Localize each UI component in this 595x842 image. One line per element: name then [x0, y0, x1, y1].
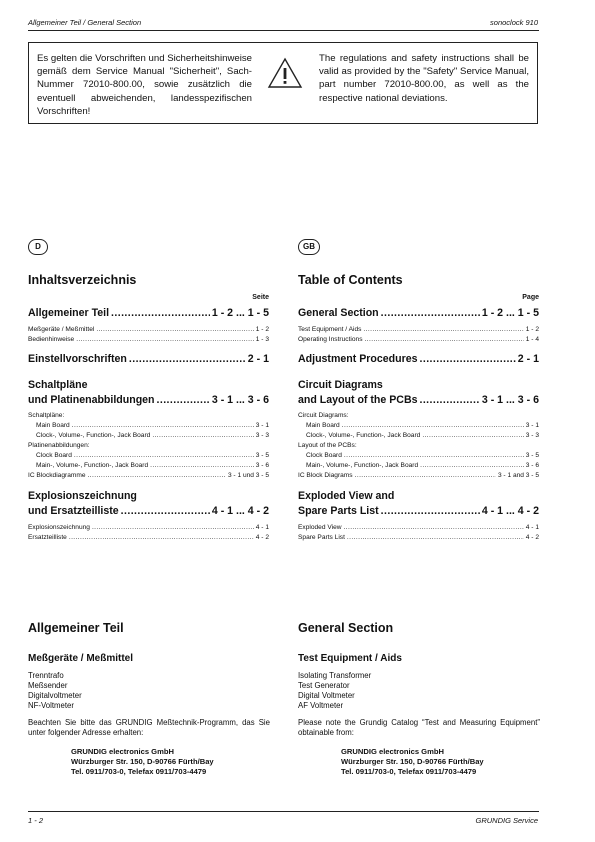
list-item: AF Voltmeter	[298, 701, 344, 710]
catalog-note-en: Please note the Grundig Catalog “Test and Measuring Equipment” obtainable from:	[298, 718, 540, 737]
footer-rule	[28, 811, 539, 812]
header-rule	[28, 30, 539, 31]
footer-publisher: GRUNDIG Service	[475, 816, 538, 825]
address-line: Würzburger Str. 150, D-90766 Fürth/Bay	[71, 757, 214, 766]
toc-section-pages: 4 - 1 ... 4 - 2	[211, 505, 269, 517]
toc-entry: Explosionszeichnung ..... 4 - 1	[28, 523, 269, 533]
toc-section-title: und Platinenabbildungen	[28, 394, 155, 406]
language-badge-de: D	[28, 239, 48, 255]
address-block-en	[341, 747, 484, 777]
toc-section	[28, 352, 269, 367]
toc-entry: Operating Instructions ..... 1 - 4	[298, 335, 539, 345]
toc-entry: Bedienhinweise ..... 1 - 3	[28, 335, 269, 345]
toc-entry: Main Board ..... 3 - 1	[28, 421, 269, 431]
toc-section	[298, 306, 539, 321]
tool-list-en	[298, 671, 371, 711]
toc-group-label: Schaltpläne:	[28, 412, 65, 419]
toc-entry: Clock-, Volume-, Function-, Jack Board ..... 3 - 3	[298, 431, 539, 441]
toc-section	[298, 504, 539, 519]
toc-section-pages: 3 - 1 ... 3 - 6	[481, 394, 539, 406]
toc-entry: Clock-, Volume-, Function-, Jack Board ..... 3 - 3	[28, 431, 269, 441]
toc-entry: Clock Board ..... 3 - 5	[28, 451, 269, 461]
page-column-label: Seite	[252, 294, 269, 301]
toc-section-title: Schaltpläne	[28, 379, 88, 391]
toc-entry: Main-, Volume-, Function-, Jack Board ..... 3 - 6	[298, 461, 539, 471]
toc-section-title: Exploded View and	[298, 490, 395, 502]
toc-section-pages: 3 - 1 ... 3 - 6	[211, 394, 269, 406]
toc-section	[28, 306, 269, 321]
toc-entry: Ersatzteilliste ..... 4 - 2	[28, 533, 269, 543]
tool-list-de	[28, 671, 82, 711]
toc-section	[28, 393, 269, 408]
toc-section-pages: 1 - 2 ... 1 - 5	[481, 307, 539, 319]
header-left: Allgemeiner Teil / General Section	[28, 18, 142, 27]
toc-group-label: Layout of the PCBs:	[298, 442, 357, 449]
toc-column-de	[28, 270, 269, 560]
toc-section-pages: 1 - 2 ... 1 - 5	[211, 307, 269, 319]
list-item: Test Generator	[298, 681, 350, 690]
safety-notice-box	[28, 42, 538, 124]
list-item: Isolating Transformer	[298, 671, 372, 680]
toc-section-title: Einstellvorschriften	[28, 353, 127, 365]
address-block-de	[71, 747, 214, 777]
toc-entry: Meßgeräte / Meßmittel ..... 1 - 2	[28, 325, 269, 335]
toc-title: Inhaltsverzeichnis	[28, 273, 137, 287]
toc-section	[298, 393, 539, 408]
header-right: sonoclock 910	[490, 18, 538, 27]
safety-text-de: Es gelten die Vorschriften und Sicherheitshinweise gemäß dem Service Manual "Sicherheit", Sach-Nummer 72010-800.00, sowie zusätzlich die eventuell abweichenden, landesspezifischen Vorschriften!	[37, 53, 252, 117]
toc-entry: Main-, Volume-, Function-, Jack Board ..... 3 - 6	[28, 461, 269, 471]
toc-column-en	[298, 270, 539, 560]
toc-entry: Clock Board ..... 3 - 5	[298, 451, 539, 461]
toc-section-pages: 2 - 1	[247, 353, 269, 365]
warning-triangle-icon	[267, 57, 303, 89]
toc-section	[298, 352, 539, 367]
safety-text-en: The regulations and safety instructions shall be valid as provided by the "Safety" Service Manual, part number 72010-800.00, as well as the respective national deviations.	[319, 53, 529, 104]
toc-section-pages: 4 - 1 ... 4 - 2	[481, 505, 539, 517]
list-item: Meßsender	[28, 681, 68, 690]
toc-section-title: General Section	[298, 307, 379, 319]
toc-section-title: Explosionszeichnung	[28, 490, 137, 502]
address-line: GRUNDIG electronics GmbH	[71, 747, 174, 756]
toc-entry: IC Block Diagrams ..... 3 - 1 and 3 - 5	[298, 471, 539, 481]
test-equipment-heading-en: Test Equipment / Aids	[298, 653, 402, 664]
toc-section-title: und Ersatzteilliste	[28, 505, 119, 517]
toc-entry: Spare Parts List ..... 4 - 2	[298, 533, 539, 543]
address-line: Tel. 0911/703-0, Telefax 0911/703-4479	[71, 767, 207, 776]
list-item: NF-Voltmeter	[28, 701, 74, 710]
general-section-title-de: Allgemeiner Teil	[28, 621, 124, 635]
language-badge-gb: GB	[298, 239, 320, 255]
address-line: Tel. 0911/703-0, Telefax 0911/703-4479	[341, 767, 477, 776]
toc-group-label: Circuit Diagrams:	[298, 412, 349, 419]
general-section-title-en: General Section	[298, 621, 394, 635]
toc-entry: Test Equipment / Aids ..... 1 - 2	[298, 325, 539, 335]
list-item: Trenntrafo	[28, 671, 64, 680]
toc-title: Table of Contents	[298, 273, 403, 287]
page-column-label: Page	[522, 294, 539, 301]
toc-group-label: Platinenabbildungen:	[28, 442, 90, 449]
toc-section	[28, 504, 269, 519]
toc-entry: Exploded View ..... 4 - 1	[298, 523, 539, 533]
toc-section-title: Allgemeiner Teil	[28, 307, 110, 319]
list-item: Digital Voltmeter	[298, 691, 355, 700]
footer-page-number: 1 - 2	[28, 816, 44, 825]
toc-section-pages: 2 - 1	[517, 353, 539, 365]
toc-entry: IC Blockdiagramme ..... 3 - 1 und 3 - 5	[28, 471, 269, 481]
list-item: Digitalvoltmeter	[28, 691, 82, 700]
toc-section-title: and Layout of the PCBs	[298, 394, 418, 406]
toc-entry: Main Board ..... 3 - 1	[298, 421, 539, 431]
toc-section-title: Adjustment Procedures	[298, 353, 418, 365]
catalog-note-de: Beachten Sie bitte das GRUNDIG Meßtechnik-Programm, das Sie unter folgender Adresse erhalten:	[28, 718, 270, 737]
toc-section-title: Circuit Diagrams	[298, 379, 383, 391]
address-line: Würzburger Str. 150, D-90766 Fürth/Bay	[341, 757, 484, 766]
address-line: GRUNDIG electronics GmbH	[341, 747, 444, 756]
test-equipment-heading-de: Meßgeräte / Meßmittel	[28, 653, 134, 664]
toc-section-title: Spare Parts List	[298, 505, 379, 517]
